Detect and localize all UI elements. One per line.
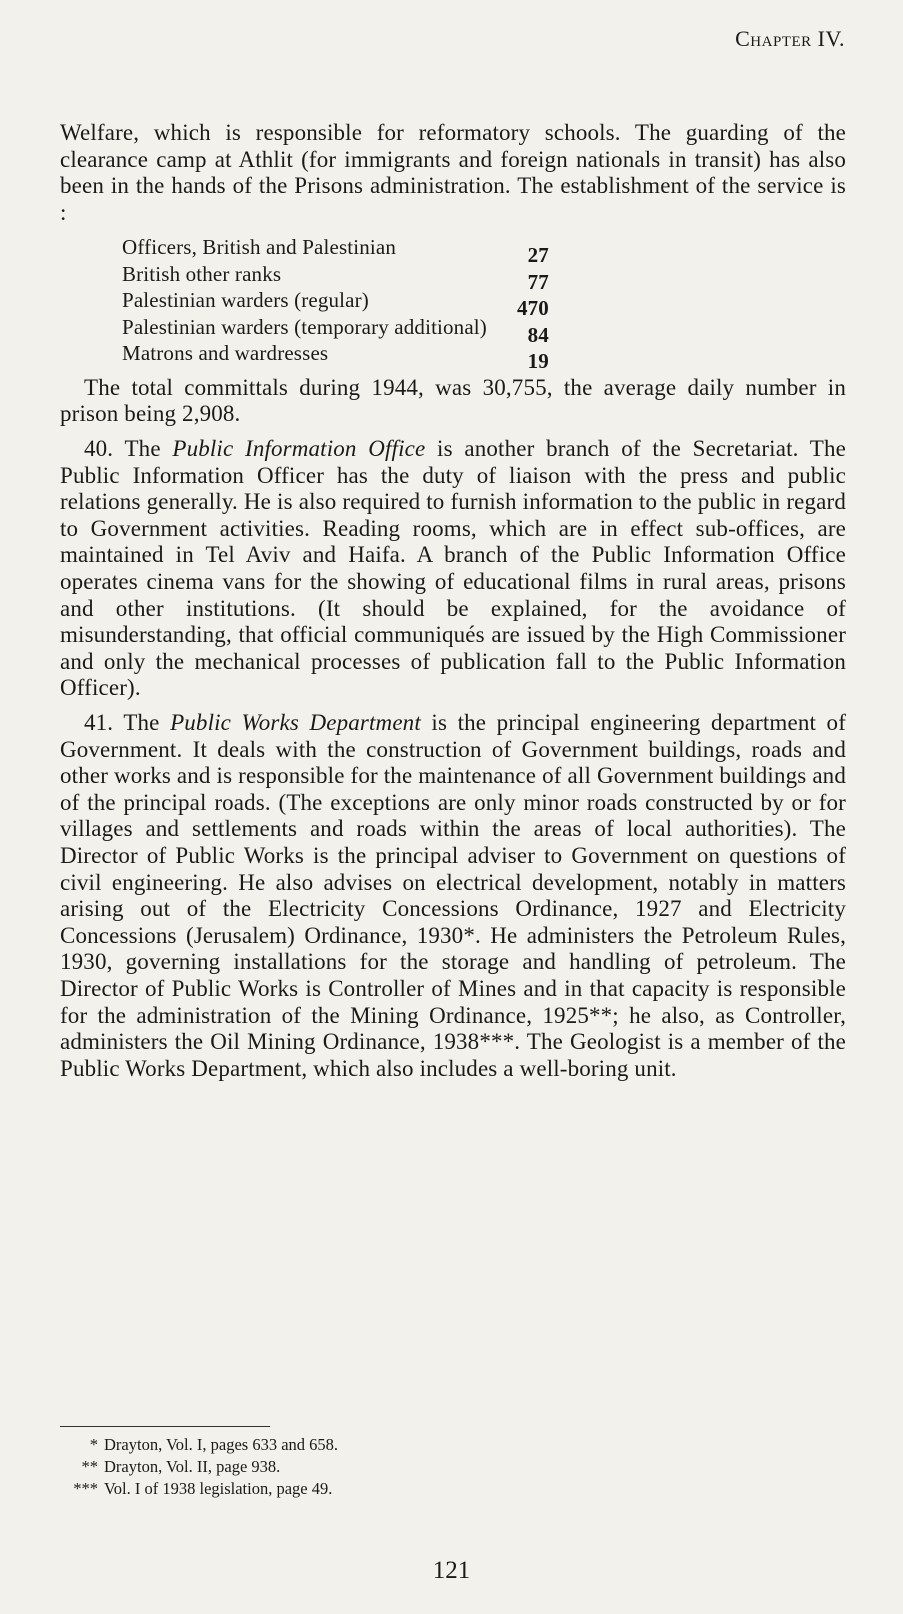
footnote: ** Drayton, Vol. II, page 938.	[81, 1457, 281, 1476]
footnote-divider	[60, 1426, 270, 1427]
table-row: Palestinian warders (regular) 470	[122, 288, 549, 321]
paragraph-committals: The total committals during 1944, was 30,755, the average daily number in prison being 2,908.	[60, 374, 846, 427]
page-number: 121	[432, 1557, 471, 1584]
footnote: * Drayton, Vol. I, pages 633 and 658.	[89, 1435, 339, 1454]
paragraph-intro: Welfare, which is responsible for reformatory schools. The guarding of the clearance camp at Athlit (for immigrants and foreign nationals in transit) has also been in the hands of the Prisons administration. The establishment of the service is :	[60, 120, 846, 225]
table-row: Palestinian warders (temporary additional) 84	[122, 314, 549, 347]
page-body	[60, 120, 846, 1082]
paragraph-40: 40. The Public Information Office is another branch of the Secretariat. The Public Information Officer has the duty of liaison with the press and public relations generally. He is also required to furnish information to the public in regard to Government activities. Reading rooms, which are in effect sub-offices, are maintained in Tel Aviv and Haifa. A branch of the Public Information Office operates cinema vans for the showing of educational films in rural areas, prisons and other institutions. (It should be explained, for the avoidance of misunderstanding, that official communiqués are issued by the High Commissioner and only the mechanical processes of publication fall to the Public Information Officer).	[60, 436, 846, 701]
chapter-header: Chapter IV.	[735, 26, 845, 51]
footnote: *** Vol. I of 1938 legislation, page 49.	[73, 1479, 333, 1498]
table-row: Officers, British and Palestinian 27	[122, 235, 549, 268]
table-row: Matrons and wardresses 19	[122, 341, 549, 374]
table-row: British other ranks 77	[122, 261, 549, 294]
paragraph-41: 41. The Public Works Department is the principal engineering department of Government. It deals with the construction of Government buildings, roads and other works and is responsible for the maintenance of all Government buildings and of the principal roads. (The exceptions are only minor roads constructed by or for villages and settlements and roads within the areas of local authorities). The Director of Public Works is the principal adviser to Government on questions of civil engineering. He also advises on electrical development, notably in matters arising out of the Electricity Concessions Ordinance, 1927 and Electricity Concessions (Jerusalem) Ordinance, 1930*. He administers the Petroleum Rules, 1930, governing installations for the storage and handling of petroleum. The Director of Public Works is Controller of Mines and in that capacity is responsible for the administration of the Mining Ordinance, 1925**; he also, as Controller, administers the Oil Mining Ordinance, 1938***. The Geologist is a member of the Public Works Department, which also includes a well-boring unit.	[60, 710, 847, 1081]
footnotes	[60, 1434, 338, 1500]
establishment-table	[122, 234, 549, 374]
